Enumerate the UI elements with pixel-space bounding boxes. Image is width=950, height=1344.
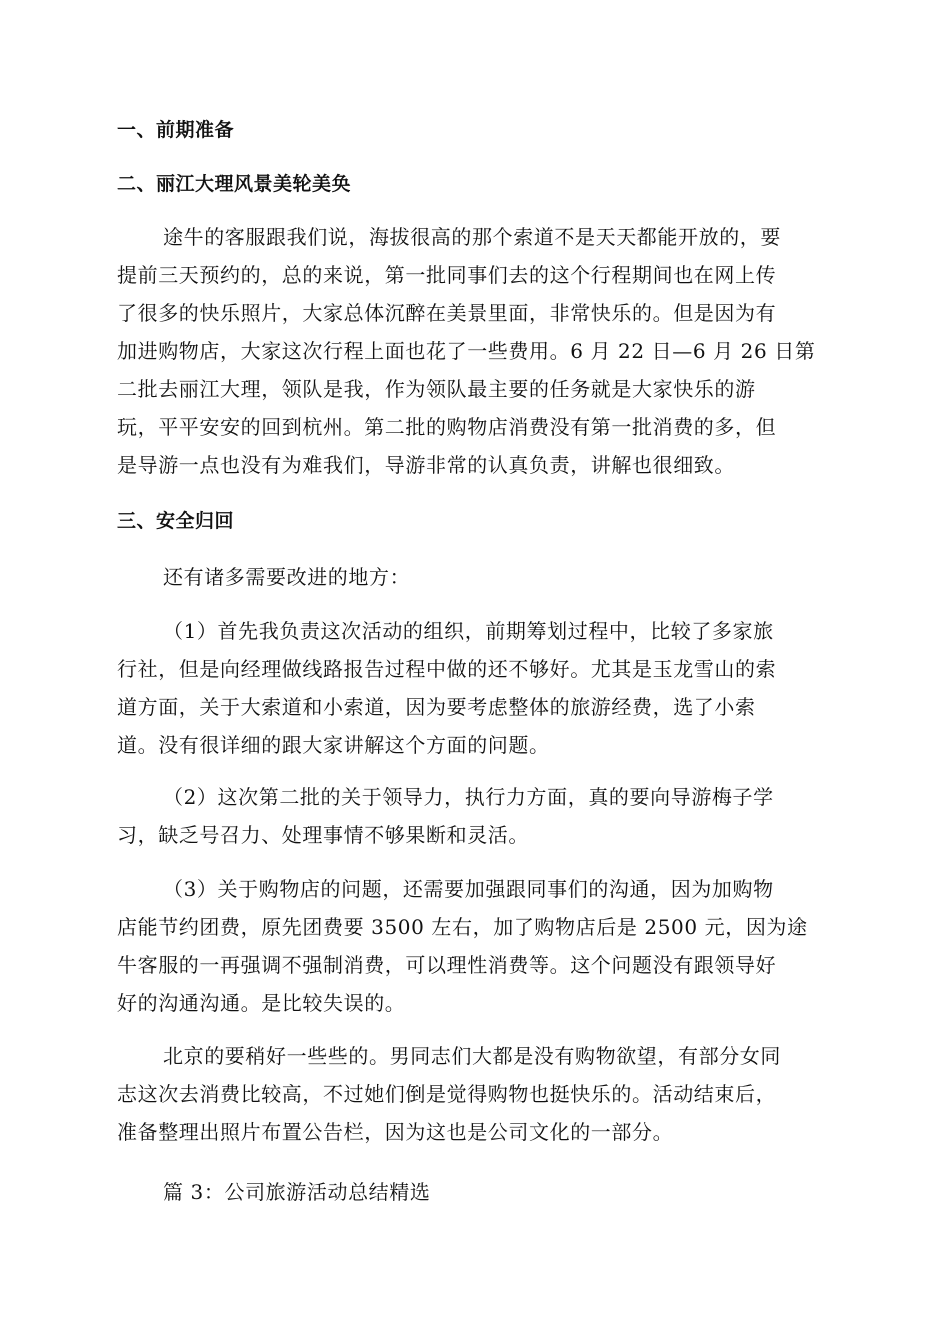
text-line: （3）关于购物店的问题，还需要加强跟同事们的沟通，因为加购物 [163,877,774,901]
text-line: 北京的要稍好一些些的。男同志们大都是没有购物欲望，有部分女同 [163,1044,781,1068]
paragraph-improvements-intro [117,558,833,596]
text-line: 了很多的快乐照片，大家总体沉醉在美景里面，非常快乐的。但是因为有 [117,301,777,325]
paragraph-beijing [117,1037,833,1151]
text-line: 准备整理出照片布置公告栏，因为这也是公司文化的一部分。 [117,1120,674,1144]
section-heading-1: 一、前期准备 [117,119,235,141]
text-line: 好的沟通沟通。是比较失误的。 [117,991,406,1015]
text-line: 道方面，关于大索道和小索道，因为要考虑整体的旅游经费，选了小索 [117,695,756,719]
text-line: 二批去丽江大理，领队是我，作为领队最主要的任务就是大家快乐的游 [117,377,756,401]
text-line: （2）这次第二批的关于领导力，执行力方面，真的要向导游梅子学 [163,785,774,809]
text-line: 志这次去消费比较高，不过她们倒是觉得购物也挺快乐的。活动结束后， [117,1082,777,1106]
paragraph-point-1 [117,612,833,764]
paragraph-point-3 [117,870,833,1022]
text-line: 道。没有很详细的跟大家讲解这个方面的问题。 [117,733,550,757]
text-line: 加进购物店，大家这次行程上面也花了一些费用。6 月 22 日—6 月 26 日第 [117,339,816,363]
paragraph-point-2 [117,778,833,854]
text-line: 店能节约团费，原先团费要 3500 左右，加了购物店后是 2500 元，因为途 [117,915,808,939]
text-line: 行社，但是向经理做线路报告过程中做的还不够好。尤其是玉龙雪山的索 [117,657,777,681]
text-line: （1）首先我负责这次活动的组织，前期筹划过程中，比较了多家旅 [163,619,774,643]
text-line: 篇 3：公司旅游活动总结精选 [163,1180,431,1204]
text-line: 牛客服的一再强调不强制消费，可以理性消费等。这个问题没有跟领导好 [117,953,777,977]
text-line: 途牛的客服跟我们说，海拔很高的那个索道不是天天都能开放的，要 [163,225,781,249]
text-line: 是导游一点也没有为难我们，导游非常的认真负责，讲解也很细致。 [117,453,735,477]
text-line: 习，缺乏号召力、处理事情不够果断和灵活。 [117,823,529,847]
text-line: 玩，平平安安的回到杭州。第二批的购物店消费没有第一批消费的多，但 [117,415,777,439]
paragraph-tuniu-service [117,218,833,484]
paragraph-next-article [117,1173,833,1211]
section-heading-3: 三、安全归回 [117,510,235,532]
text-line: 还有诸多需要改进的地方： [163,565,411,589]
text-line: 提前三天预约的，总的来说，第一批同事们去的这个行程期间也在网上传 [117,263,777,287]
section-heading-2: 二、丽江大理风景美轮美奂 [117,173,352,195]
